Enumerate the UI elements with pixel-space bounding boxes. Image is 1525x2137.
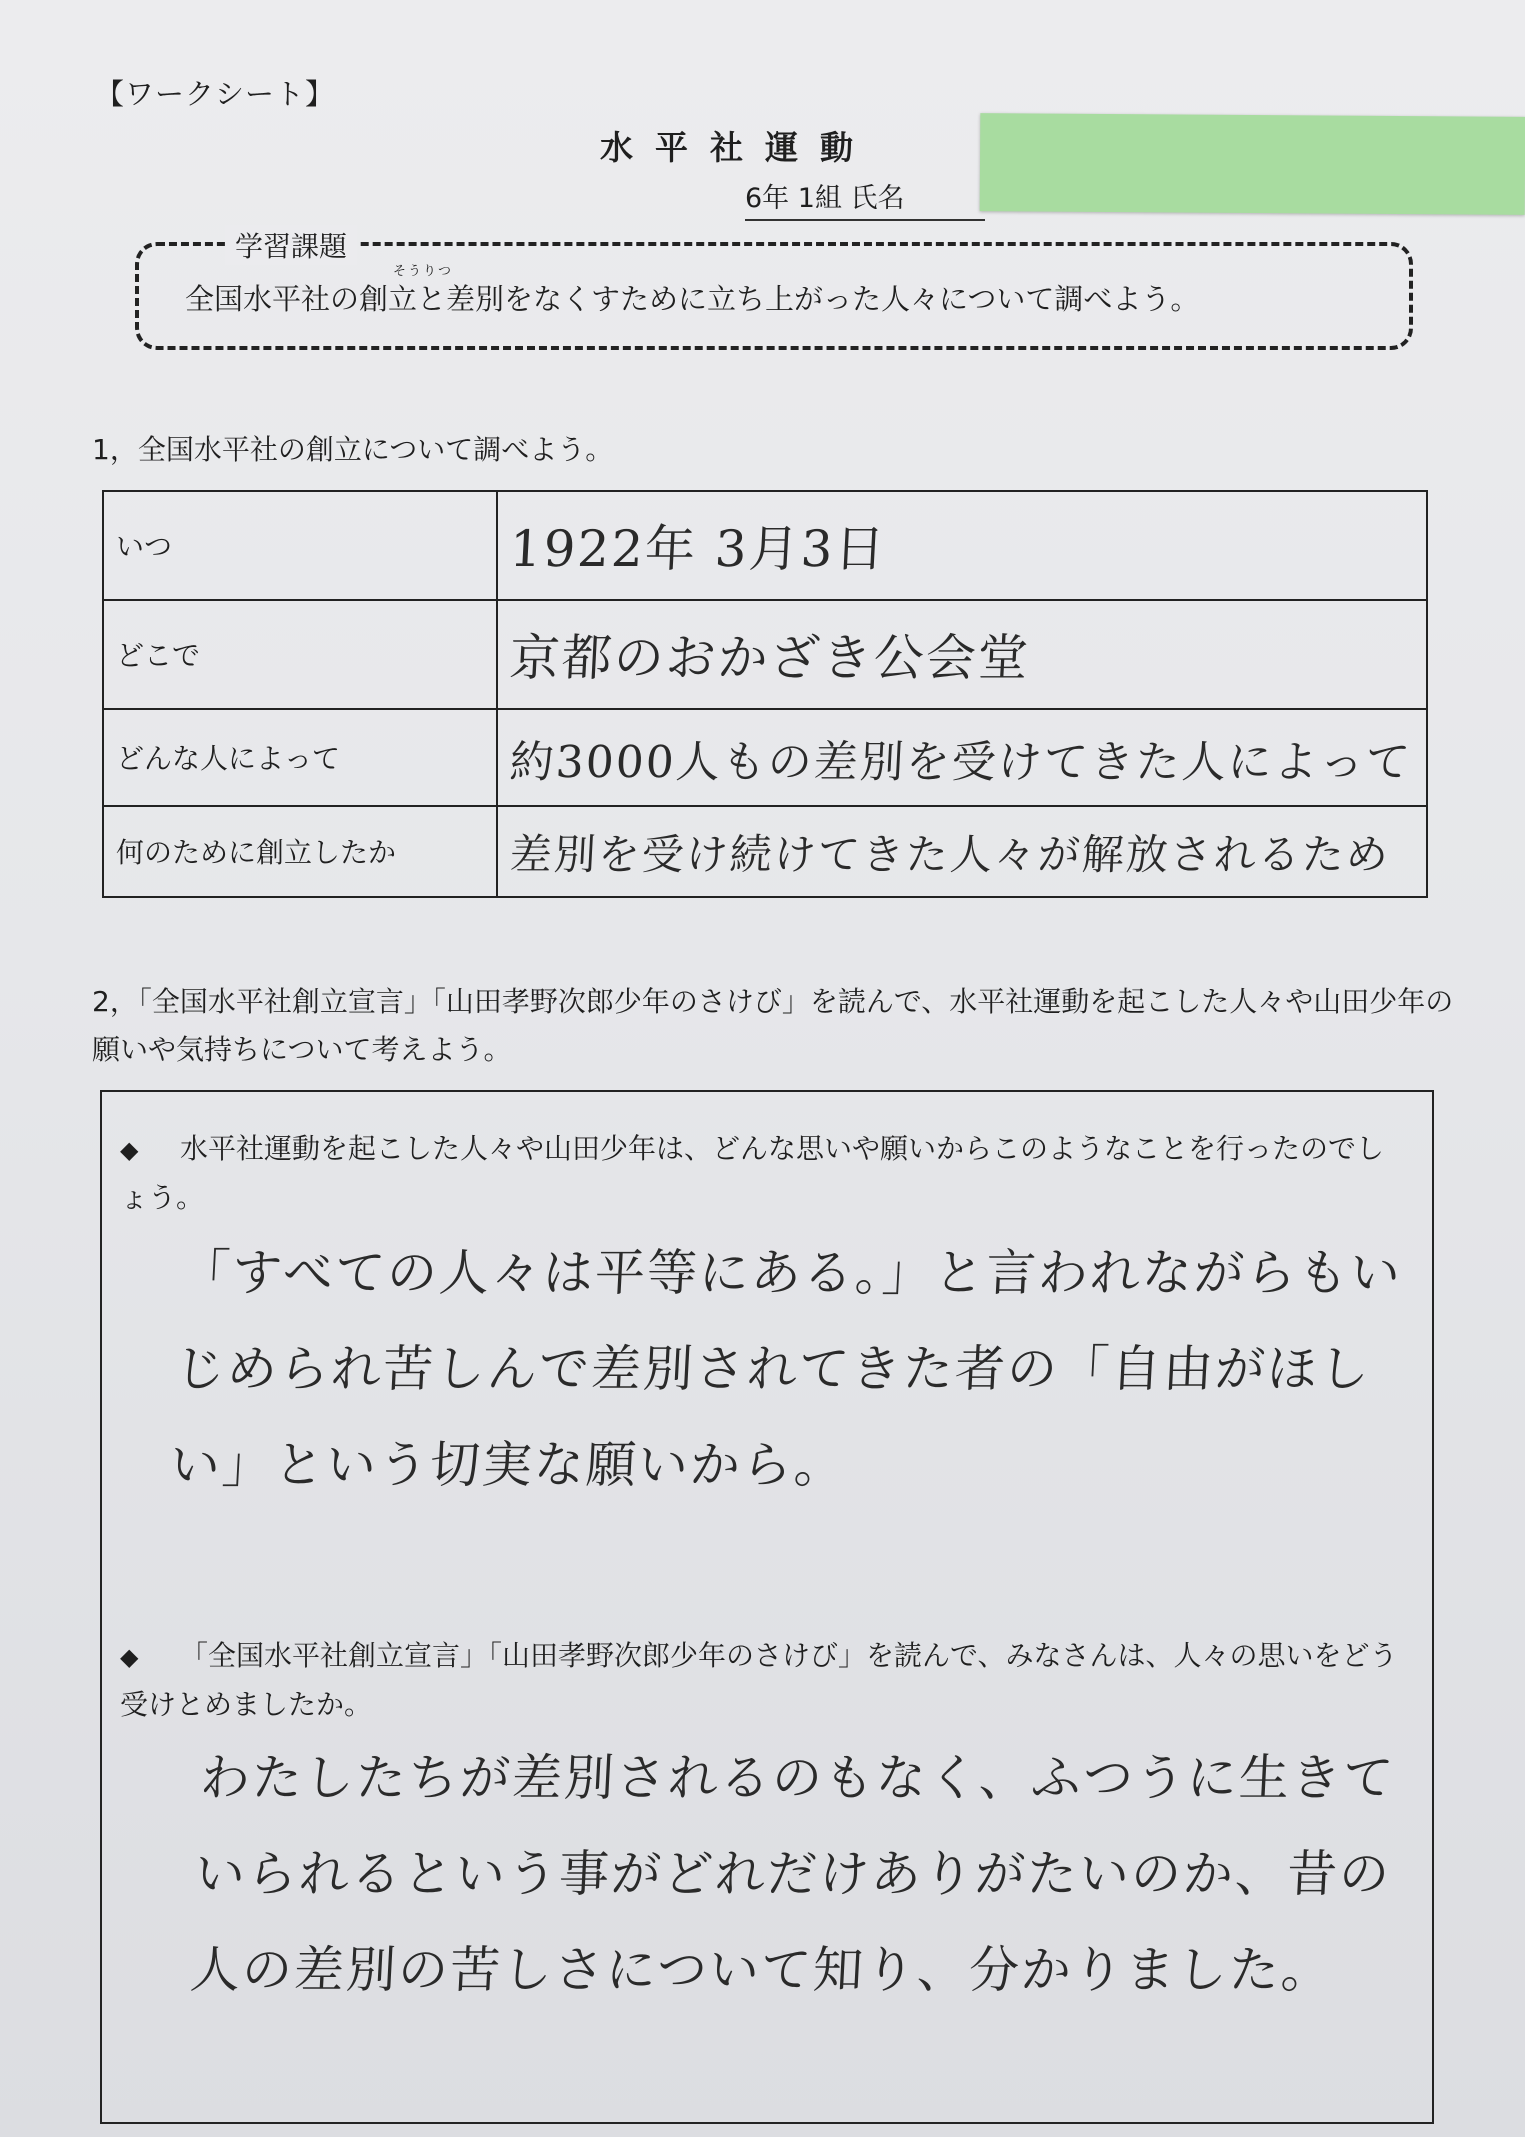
row-key-why: 何のために創立したか — [103, 806, 497, 897]
bullet-diamond-icon: ◆ — [120, 1136, 139, 1164]
name-cover-tape — [980, 113, 1525, 215]
learning-task-text: 全国水平社の創立と差別をなくすために立ち上がった人々について調べよう。 — [185, 282, 1200, 316]
section1-heading: 1，全国水平社の創立について調べよう。 — [92, 433, 614, 466]
class-name-line: 6年 1組 氏名 — [745, 176, 985, 221]
answer-2: わたしたちが差別されるのもなく、ふつうに生きていられるという事がどれだけありがたいのか、昔の人の差別の苦しさについて知り、分かりました。 — [188, 1749, 1397, 1999]
section2-heading: 2，「全国水平社創立宣言」「山田孝野次郎少年のさけび」を読んで、水平社運動を起こした人々や山田少年の願いや気持ちについて考えよう。 — [92, 985, 1454, 1066]
page-title: 水平社運動 — [600, 128, 875, 167]
worksheet-label: 【ワークシート】 — [95, 77, 336, 111]
learning-task-label: 学習課題 — [225, 225, 357, 265]
furigana-ruby: そうりつ — [393, 264, 454, 279]
prompt-2 — [120, 1632, 1410, 1729]
prompt-1 — [120, 1125, 1410, 1222]
table-row — [103, 709, 1427, 806]
row-key-when: いつ — [103, 491, 497, 600]
answer-1: 「すべての人々は平等にある。」と言われながらもいじめられ苦しんで差別されてきた者の「自由がほしい」という切実な願いから。 — [168, 1244, 1404, 1494]
row-answer-why: 差別を受け続けてきた人々が解放されるため — [495, 806, 1430, 897]
row-answer-when: 1922年 3月3日 — [494, 491, 1430, 600]
table-row — [103, 806, 1427, 897]
prompt-1-text: 水平社運動を起こした人々や山田少年は、どんな思いや願いからこのようなことを行ったのでしょう。 — [120, 1132, 1385, 1214]
table-row — [103, 600, 1427, 709]
table-row — [103, 491, 1427, 600]
row-key-who: どんな人によって — [103, 709, 497, 806]
bullet-diamond-icon: ◆ — [120, 1643, 139, 1671]
row-key-where: どこで — [103, 600, 497, 709]
row-answer-who: 約3000人もの差別を受けてきた人によって — [494, 709, 1429, 806]
row-answer-where: 京都のおかざき公会堂 — [494, 600, 1430, 709]
founding-table — [102, 490, 1428, 898]
prompt-2-text: 「全国水平社創立宣言」「山田孝野次郎少年のさけび」を読んで、みなさんは、人々の思いをどう受けとめましたか。 — [120, 1639, 1398, 1721]
